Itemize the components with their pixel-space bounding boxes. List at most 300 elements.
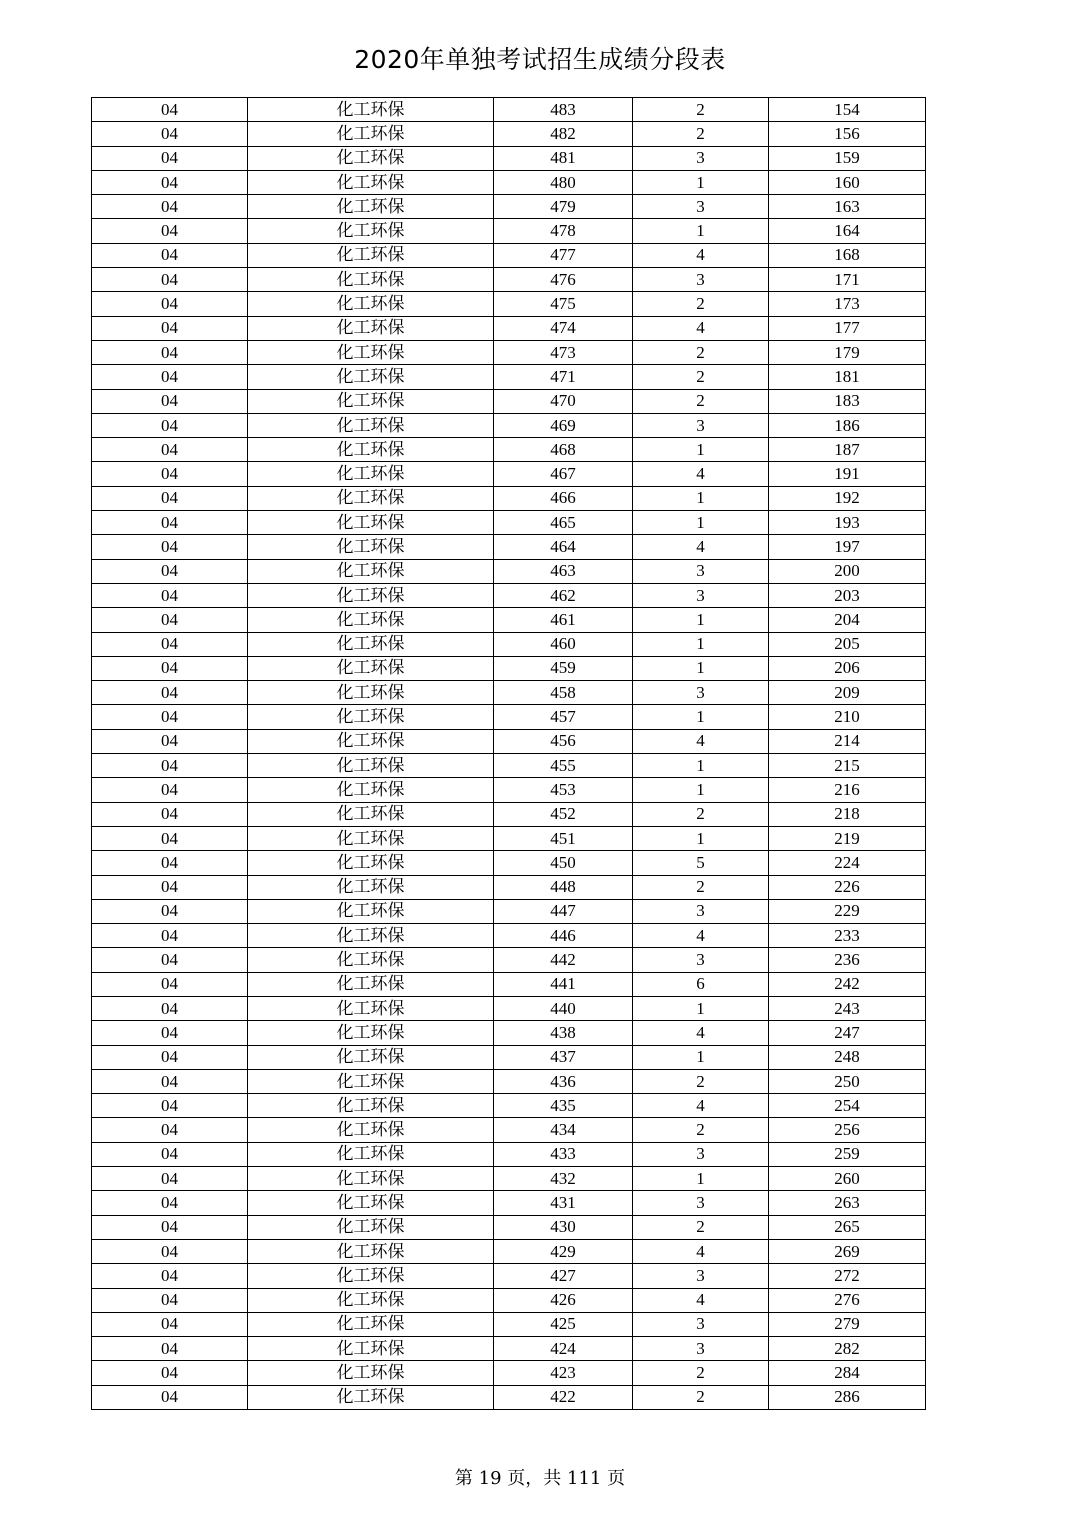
table-row [92,899,926,923]
table-row [92,1288,926,1312]
count-cell: 3 [633,146,769,170]
category-cell: 化工环保 [248,1191,494,1215]
score-cell: 427 [494,1264,633,1288]
category-cell: 化工环保 [248,316,494,340]
cumulative-cell: 171 [769,268,926,292]
cumulative-cell: 210 [769,705,926,729]
category-cell: 化工环保 [248,656,494,680]
cumulative-cell: 224 [769,851,926,875]
table-row [92,778,926,802]
code-cell: 04 [92,826,248,850]
category-cell: 化工环保 [248,1264,494,1288]
cumulative-cell: 226 [769,875,926,899]
category-cell: 化工环保 [248,1361,494,1385]
table-row [92,511,926,535]
code-cell: 04 [92,1191,248,1215]
score-cell: 478 [494,219,633,243]
category-cell: 化工环保 [248,292,494,316]
score-cell: 483 [494,98,633,122]
table-row [92,924,926,948]
score-cell: 431 [494,1191,633,1215]
score-cell: 426 [494,1288,633,1312]
table-row [92,122,926,146]
category-cell: 化工环保 [248,365,494,389]
count-cell: 2 [633,1069,769,1093]
score-cell: 450 [494,851,633,875]
score-table [91,97,926,1410]
count-cell: 2 [633,122,769,146]
count-cell: 2 [633,98,769,122]
code-cell: 04 [92,1361,248,1385]
score-cell: 475 [494,292,633,316]
score-cell: 476 [494,268,633,292]
cumulative-cell: 276 [769,1288,926,1312]
table-row [92,1142,926,1166]
category-cell: 化工环保 [248,170,494,194]
category-cell: 化工环保 [248,243,494,267]
cumulative-cell: 216 [769,778,926,802]
score-cell: 434 [494,1118,633,1142]
category-cell: 化工环保 [248,1094,494,1118]
table-row [92,754,926,778]
category-cell: 化工环保 [248,1021,494,1045]
cumulative-cell: 218 [769,802,926,826]
table-row [92,462,926,486]
category-cell: 化工环保 [248,754,494,778]
score-cell: 432 [494,1167,633,1191]
table-row [92,146,926,170]
score-cell: 433 [494,1142,633,1166]
table-row [92,1312,926,1336]
code-cell: 04 [92,1094,248,1118]
code-cell: 04 [92,996,248,1020]
page-footer: 第 19 页，共 111 页 [454,1468,626,1489]
table-row [92,1264,926,1288]
table-row [92,948,926,972]
score-cell: 438 [494,1021,633,1045]
category-cell: 化工环保 [248,851,494,875]
score-cell: 448 [494,875,633,899]
count-cell: 2 [633,340,769,364]
code-cell: 04 [92,1288,248,1312]
category-cell: 化工环保 [248,195,494,219]
cumulative-cell: 187 [769,438,926,462]
score-cell: 477 [494,243,633,267]
cumulative-cell: 248 [769,1045,926,1069]
table-row [92,268,926,292]
category-cell: 化工环保 [248,511,494,535]
category-cell: 化工环保 [248,899,494,923]
table-row [92,98,926,122]
count-cell: 4 [633,243,769,267]
cumulative-cell: 284 [769,1361,926,1385]
count-cell: 2 [633,365,769,389]
table-row [92,996,926,1020]
code-cell: 04 [92,778,248,802]
code-cell: 04 [92,292,248,316]
category-cell: 化工环保 [248,1385,494,1409]
cumulative-cell: 286 [769,1385,926,1409]
table-row [92,1361,926,1385]
category-cell: 化工环保 [248,268,494,292]
category-cell: 化工环保 [248,486,494,510]
table-row [92,656,926,680]
table-row [92,486,926,510]
table-row [92,292,926,316]
category-cell: 化工环保 [248,972,494,996]
score-cell: 459 [494,656,633,680]
score-cell: 481 [494,146,633,170]
score-cell: 479 [494,195,633,219]
score-cell: 437 [494,1045,633,1069]
code-cell: 04 [92,899,248,923]
score-cell: 463 [494,559,633,583]
cumulative-cell: 279 [769,1312,926,1336]
count-cell: 1 [633,826,769,850]
code-cell: 04 [92,268,248,292]
category-cell: 化工环保 [248,802,494,826]
cumulative-cell: 192 [769,486,926,510]
code-cell: 04 [92,1312,248,1336]
code-cell: 04 [92,122,248,146]
score-cell: 423 [494,1361,633,1385]
count-cell: 2 [633,802,769,826]
score-cell: 446 [494,924,633,948]
cumulative-cell: 191 [769,462,926,486]
count-cell: 3 [633,1191,769,1215]
count-cell: 1 [633,996,769,1020]
score-cell: 461 [494,608,633,632]
score-cell: 474 [494,316,633,340]
score-cell: 470 [494,389,633,413]
count-cell: 3 [633,1264,769,1288]
count-cell: 3 [633,1142,769,1166]
table-row [92,535,926,559]
cumulative-cell: 204 [769,608,926,632]
code-cell: 04 [92,1118,248,1142]
code-cell: 04 [92,972,248,996]
score-cell: 457 [494,705,633,729]
cumulative-cell: 160 [769,170,926,194]
count-cell: 2 [633,1361,769,1385]
score-cell: 468 [494,438,633,462]
category-cell: 化工环保 [248,1288,494,1312]
count-cell: 6 [633,972,769,996]
table-row [92,681,926,705]
score-cell: 460 [494,632,633,656]
code-cell: 04 [92,729,248,753]
category-cell: 化工环保 [248,413,494,437]
cumulative-cell: 256 [769,1118,926,1142]
table-row [92,1191,926,1215]
table-row [92,729,926,753]
score-cell: 429 [494,1239,633,1263]
code-cell: 04 [92,875,248,899]
cumulative-cell: 265 [769,1215,926,1239]
code-cell: 04 [92,340,248,364]
table-row [92,632,926,656]
cumulative-cell: 236 [769,948,926,972]
table-row [92,195,926,219]
count-cell: 4 [633,316,769,340]
count-cell: 4 [633,1094,769,1118]
count-cell: 3 [633,899,769,923]
code-cell: 04 [92,681,248,705]
score-cell: 451 [494,826,633,850]
code-cell: 04 [92,1069,248,1093]
table-row [92,413,926,437]
code-cell: 04 [92,389,248,413]
code-cell: 04 [92,608,248,632]
code-cell: 04 [92,705,248,729]
code-cell: 04 [92,511,248,535]
cumulative-cell: 183 [769,389,926,413]
category-cell: 化工环保 [248,1142,494,1166]
cumulative-cell: 209 [769,681,926,705]
code-cell: 04 [92,924,248,948]
category-cell: 化工环保 [248,705,494,729]
cumulative-cell: 282 [769,1337,926,1361]
count-cell: 3 [633,681,769,705]
table-row [92,365,926,389]
count-cell: 1 [633,486,769,510]
count-cell: 4 [633,924,769,948]
table-row [92,1167,926,1191]
count-cell: 1 [633,705,769,729]
score-cell: 440 [494,996,633,1020]
count-cell: 2 [633,1215,769,1239]
count-cell: 1 [633,219,769,243]
code-cell: 04 [92,1215,248,1239]
score-cell: 422 [494,1385,633,1409]
table-row [92,1215,926,1239]
score-cell: 441 [494,972,633,996]
score-cell: 465 [494,511,633,535]
table-row [92,875,926,899]
category-cell: 化工环保 [248,122,494,146]
score-cell: 430 [494,1215,633,1239]
cumulative-cell: 263 [769,1191,926,1215]
count-cell: 1 [633,632,769,656]
score-cell: 458 [494,681,633,705]
table-row [92,1337,926,1361]
count-cell: 2 [633,1118,769,1142]
table-row [92,972,926,996]
category-cell: 化工环保 [248,948,494,972]
count-cell: 1 [633,1167,769,1191]
table-row [92,1385,926,1409]
code-cell: 04 [92,1045,248,1069]
score-cell: 469 [494,413,633,437]
category-cell: 化工环保 [248,875,494,899]
code-cell: 04 [92,851,248,875]
count-cell: 1 [633,1045,769,1069]
code-cell: 04 [92,146,248,170]
cumulative-cell: 181 [769,365,926,389]
cumulative-cell: 205 [769,632,926,656]
cumulative-cell: 233 [769,924,926,948]
code-cell: 04 [92,802,248,826]
category-cell: 化工环保 [248,583,494,607]
count-cell: 1 [633,511,769,535]
table-row [92,438,926,462]
table-row [92,559,926,583]
category-cell: 化工环保 [248,608,494,632]
table-row [92,1094,926,1118]
score-cell: 436 [494,1069,633,1093]
category-cell: 化工环保 [248,559,494,583]
count-cell: 1 [633,438,769,462]
score-cell: 480 [494,170,633,194]
count-cell: 1 [633,656,769,680]
table-row [92,826,926,850]
category-cell: 化工环保 [248,98,494,122]
code-cell: 04 [92,219,248,243]
score-cell: 473 [494,340,633,364]
cumulative-cell: 156 [769,122,926,146]
table-row [92,316,926,340]
count-cell: 4 [633,462,769,486]
table-row [92,219,926,243]
count-cell: 4 [633,729,769,753]
category-cell: 化工环保 [248,389,494,413]
category-cell: 化工环保 [248,996,494,1020]
cumulative-cell: 219 [769,826,926,850]
category-cell: 化工环保 [248,1215,494,1239]
cumulative-cell: 254 [769,1094,926,1118]
category-cell: 化工环保 [248,438,494,462]
count-cell: 2 [633,1385,769,1409]
score-cell: 453 [494,778,633,802]
cumulative-cell: 200 [769,559,926,583]
category-cell: 化工环保 [248,1167,494,1191]
code-cell: 04 [92,413,248,437]
count-cell: 2 [633,292,769,316]
score-cell: 452 [494,802,633,826]
code-cell: 04 [92,656,248,680]
table-row [92,1069,926,1093]
count-cell: 3 [633,1337,769,1361]
score-cell: 435 [494,1094,633,1118]
score-cell: 447 [494,899,633,923]
count-cell: 3 [633,1312,769,1336]
cumulative-cell: 179 [769,340,926,364]
count-cell: 3 [633,268,769,292]
code-cell: 04 [92,1385,248,1409]
count-cell: 4 [633,1288,769,1312]
count-cell: 4 [633,1021,769,1045]
score-table-body [92,98,926,1410]
code-cell: 04 [92,1021,248,1045]
score-cell: 455 [494,754,633,778]
cumulative-cell: 269 [769,1239,926,1263]
category-cell: 化工环保 [248,146,494,170]
cumulative-cell: 173 [769,292,926,316]
code-cell: 04 [92,1142,248,1166]
category-cell: 化工环保 [248,1069,494,1093]
count-cell: 1 [633,754,769,778]
count-cell: 1 [633,608,769,632]
score-cell: 466 [494,486,633,510]
table-row [92,1118,926,1142]
cumulative-cell: 164 [769,219,926,243]
category-cell: 化工环保 [248,1118,494,1142]
category-cell: 化工环保 [248,826,494,850]
code-cell: 04 [92,170,248,194]
count-cell: 3 [633,413,769,437]
cumulative-cell: 186 [769,413,926,437]
cumulative-cell: 259 [769,1142,926,1166]
count-cell: 3 [633,948,769,972]
cumulative-cell: 243 [769,996,926,1020]
code-cell: 04 [92,462,248,486]
code-cell: 04 [92,195,248,219]
score-cell: 442 [494,948,633,972]
cumulative-cell: 214 [769,729,926,753]
table-row [92,340,926,364]
table-row [92,583,926,607]
category-cell: 化工环保 [248,632,494,656]
code-cell: 04 [92,243,248,267]
category-cell: 化工环保 [248,340,494,364]
code-cell: 04 [92,1239,248,1263]
cumulative-cell: 206 [769,656,926,680]
count-cell: 2 [633,875,769,899]
cumulative-cell: 163 [769,195,926,219]
category-cell: 化工环保 [248,729,494,753]
count-cell: 4 [633,535,769,559]
table-row [92,389,926,413]
score-cell: 482 [494,122,633,146]
count-cell: 3 [633,583,769,607]
cumulative-cell: 247 [769,1021,926,1045]
count-cell: 4 [633,1239,769,1263]
cumulative-cell: 193 [769,511,926,535]
code-cell: 04 [92,754,248,778]
score-cell: 425 [494,1312,633,1336]
category-cell: 化工环保 [248,778,494,802]
category-cell: 化工环保 [248,681,494,705]
table-row [92,1021,926,1045]
code-cell: 04 [92,632,248,656]
cumulative-cell: 154 [769,98,926,122]
code-cell: 04 [92,1264,248,1288]
count-cell: 3 [633,195,769,219]
count-cell: 3 [633,559,769,583]
code-cell: 04 [92,583,248,607]
cumulative-cell: 168 [769,243,926,267]
table-row [92,608,926,632]
code-cell: 04 [92,98,248,122]
code-cell: 04 [92,1337,248,1361]
score-cell: 464 [494,535,633,559]
table-row [92,851,926,875]
code-cell: 04 [92,365,248,389]
score-cell: 424 [494,1337,633,1361]
cumulative-cell: 203 [769,583,926,607]
code-cell: 04 [92,438,248,462]
code-cell: 04 [92,486,248,510]
code-cell: 04 [92,316,248,340]
page-title: 2020年单独考试招生成绩分段表 [354,45,726,74]
table-row [92,243,926,267]
code-cell: 04 [92,948,248,972]
cumulative-cell: 272 [769,1264,926,1288]
category-cell: 化工环保 [248,1312,494,1336]
table-row [92,705,926,729]
category-cell: 化工环保 [248,924,494,948]
count-cell: 1 [633,778,769,802]
